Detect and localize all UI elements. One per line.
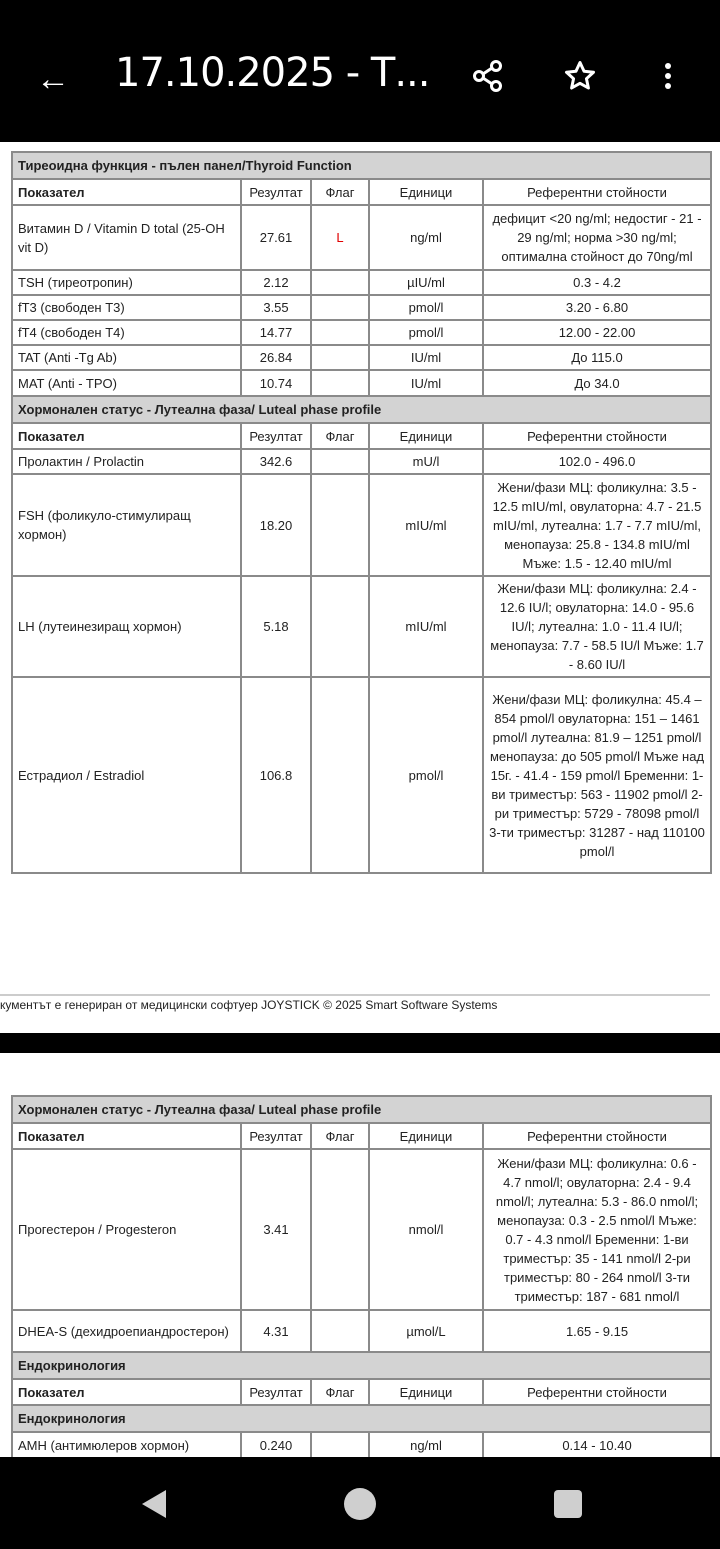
test-flag: L — [311, 205, 369, 270]
test-result: 3.41 — [241, 1149, 311, 1310]
document-title: 17.10.2025 - Т... — [115, 50, 430, 96]
section-header — [12, 396, 711, 423]
column-header-result: Резултат — [241, 1379, 311, 1405]
test-result: 106.8 — [241, 677, 311, 873]
reference-range: 1.65 - 9.15 — [483, 1310, 711, 1352]
test-name: fT3 (свободен Т3) — [12, 295, 241, 320]
table-row — [12, 370, 711, 396]
reference-range: 12.00 - 22.00 — [483, 320, 711, 345]
table-row — [12, 205, 711, 270]
table-row — [12, 320, 711, 345]
test-name: Витамин D / Vitamin D total (25-OH vit D) — [12, 205, 241, 270]
reference-range: 102.0 - 496.0 — [483, 449, 711, 474]
table-row — [12, 449, 711, 474]
column-header-indicator: Показател — [12, 1123, 241, 1149]
reference-range: До 115.0 — [483, 345, 711, 370]
nav-back-icon[interactable] — [138, 1487, 170, 1521]
test-units: mIU/ml — [369, 576, 483, 677]
reference-range: 3.20 - 6.80 — [483, 295, 711, 320]
column-header-indicator: Показател — [12, 423, 241, 449]
table-row — [12, 345, 711, 370]
column-header-flag: Флаг — [311, 179, 369, 205]
column-header-result: Резултат — [241, 1123, 311, 1149]
test-flag — [311, 295, 369, 320]
nav-home-icon[interactable] — [343, 1487, 377, 1521]
test-flag — [311, 270, 369, 295]
nav-recents-icon[interactable] — [553, 1489, 583, 1519]
test-result: 18.20 — [241, 474, 311, 576]
column-header-units: Единици — [369, 423, 483, 449]
star-icon[interactable] — [562, 58, 598, 102]
results-table-page-2 — [11, 1095, 712, 1459]
test-name: Пролактин / Prolactin — [12, 449, 241, 474]
test-name: Прогестерон / Progesteron — [12, 1149, 241, 1310]
test-units: pmol/l — [369, 320, 483, 345]
column-header-flag: Флаг — [311, 423, 369, 449]
reference-range: дефицит <20 ng/ml; недостиг - 21 - 29 ng/ml; норма >30 ng/ml; оптимална стойност до 70ng/ml — [483, 205, 711, 270]
test-result: 3.55 — [241, 295, 311, 320]
test-result: 10.74 — [241, 370, 311, 396]
test-units: pmol/l — [369, 295, 483, 320]
test-result: 14.77 — [241, 320, 311, 345]
reference-range: Жени/фази МЦ: фоликулна: 0.6 - 4.7 nmol/l; овулаторна: 2.4 - 9.4 nmol/l; лутеална: 5.3 - 86.0 nmol/l; менопауза: 0.3 - 2.5 nmol/l Мъже: 0.7 - 4.3 nmol/l Бременни: 1-ви триместър: 35 - 141 nmol/l 2-ри триместър: 80 - 264 nmol/l 3-ти триместър: 187 - 681 nmol/l — [483, 1149, 711, 1310]
column-header-flag: Флаг — [311, 1123, 369, 1149]
section-title: Тиреоидна функция - пълен панел/Thyroid Function — [12, 152, 711, 179]
test-result: 26.84 — [241, 345, 311, 370]
test-units: IU/ml — [369, 370, 483, 396]
test-flag — [311, 474, 369, 576]
reference-range: Жени/фази МЦ: фоликулна: 2.4 - 12.6 IU/l; овулаторна: 14.0 - 95.6 IU/l; лутеална: 1.0 - 11.4 IU/l; менопауза: 7.7 - 58.5 IU/l Мъже: 1.7 - 8.60 IU/l — [483, 576, 711, 677]
test-name: TAT (Anti -Tg Ab) — [12, 345, 241, 370]
test-flag — [311, 1149, 369, 1310]
table-row — [12, 1432, 711, 1458]
test-flag — [311, 1432, 369, 1458]
table-row — [12, 270, 711, 295]
test-name: fT4 (свободен Т4) — [12, 320, 241, 345]
app-bar — [0, 0, 720, 142]
table-row — [12, 677, 711, 873]
test-result: 5.18 — [241, 576, 311, 677]
section-header — [12, 1405, 711, 1432]
test-result: 0.240 — [241, 1432, 311, 1458]
test-name: MAT (Anti - TPO) — [12, 370, 241, 396]
section-title: Хормонален статус - Лутеална фаза/ Luteal phase profile — [12, 1096, 711, 1123]
column-header-result: Резултат — [241, 179, 311, 205]
column-header-flag: Флаг — [311, 1379, 369, 1405]
column-header-reference: Референтни стойности — [483, 1379, 711, 1405]
column-header-units: Единици — [369, 1379, 483, 1405]
column-header-reference: Референтни стойности — [483, 423, 711, 449]
column-header-row — [12, 1379, 711, 1405]
column-header-reference: Референтни стойности — [483, 179, 711, 205]
section-title: Ендокринология — [12, 1352, 711, 1379]
page-separator — [0, 1033, 720, 1053]
test-name: DHEA-S (дехидроепиандростерон) — [12, 1310, 241, 1352]
test-units: mU/l — [369, 449, 483, 474]
test-units: µIU/ml — [369, 270, 483, 295]
table-row — [12, 1310, 711, 1352]
test-result: 2.12 — [241, 270, 311, 295]
reference-range: 0.3 - 4.2 — [483, 270, 711, 295]
section-title: Ендокринология — [12, 1405, 711, 1432]
test-units: nmol/l — [369, 1149, 483, 1310]
table-row — [12, 295, 711, 320]
test-name: TSH (тиреотропин) — [12, 270, 241, 295]
reference-range: Жени/фази МЦ: фоликулна: 3.5 - 12.5 mIU/ml, овулаторна: 4.7 - 21.5 mIU/ml, лутеална: 1.7 - 7.7 mIU/ml, менопауза: 25.8 - 134.8 mIU/ml Мъже: 1.5 - 12.40 mIU/ml — [483, 474, 711, 576]
results-table-page-1 — [11, 151, 712, 874]
column-header-row — [12, 1123, 711, 1149]
table-row — [12, 474, 711, 576]
reference-range: Жени/фази МЦ: фоликулна: 45.4 – 854 pmol/l овулаторна: 151 – 1461 pmol/l лутеална: 81.9 – 1251 pmol/l менопауза: до 505 pmol/l Мъже над 15г. - 41.4 - 159 pmol/l Бременни: 1-ви триместър: 563 - 11902 pmol/l 2-ри триместър: 5729 - 78098 pmol/l 3-ти триместър: 31287 - над 110100 pmol/l — [483, 677, 711, 873]
test-units: ng/ml — [369, 1432, 483, 1458]
section-header — [12, 1352, 711, 1379]
test-flag — [311, 320, 369, 345]
column-header-units: Единици — [369, 1123, 483, 1149]
table-row — [12, 1149, 711, 1310]
test-flag — [311, 370, 369, 396]
test-flag — [311, 449, 369, 474]
more-vert-icon[interactable] — [658, 58, 678, 102]
share-icon[interactable] — [470, 58, 506, 102]
test-name: Естрадиол / Estradiol — [12, 677, 241, 873]
test-name: LH (лутеинезиращ хормон) — [12, 576, 241, 677]
column-header-reference: Референтни стойности — [483, 1123, 711, 1149]
column-header-units: Единици — [369, 179, 483, 205]
test-flag — [311, 1310, 369, 1352]
test-units: ng/ml — [369, 205, 483, 270]
test-units: mIU/ml — [369, 474, 483, 576]
test-result: 27.61 — [241, 205, 311, 270]
test-units: pmol/l — [369, 677, 483, 873]
back-arrow-icon[interactable]: ← — [36, 60, 70, 98]
section-header — [12, 1096, 711, 1123]
table-row — [12, 576, 711, 677]
test-result: 4.31 — [241, 1310, 311, 1352]
test-result: 342.6 — [241, 449, 311, 474]
test-flag — [311, 576, 369, 677]
column-header-row — [12, 423, 711, 449]
test-flag — [311, 677, 369, 873]
test-name: AMH (антимюлеров хормон) — [12, 1432, 241, 1458]
column-header-indicator: Показател — [12, 1379, 241, 1405]
column-header-row — [12, 179, 711, 205]
test-flag — [311, 345, 369, 370]
section-header — [12, 152, 711, 179]
test-units: IU/ml — [369, 345, 483, 370]
system-nav-bar — [0, 1457, 720, 1549]
section-title: Хормонален статус - Лутеална фаза/ Luteal phase profile — [12, 396, 711, 423]
test-units: µmol/L — [369, 1310, 483, 1352]
footer-note: кументът е генериран от медицински софтуер JOYSTICK © 2025 Smart Software Systems — [0, 994, 710, 1012]
column-header-indicator: Показател — [12, 179, 241, 205]
test-name: FSH (фоликуло-стимулиращ хормон) — [12, 474, 241, 576]
column-header-result: Резултат — [241, 423, 311, 449]
reference-range: До 34.0 — [483, 370, 711, 396]
reference-range: 0.14 - 10.40 — [483, 1432, 711, 1458]
